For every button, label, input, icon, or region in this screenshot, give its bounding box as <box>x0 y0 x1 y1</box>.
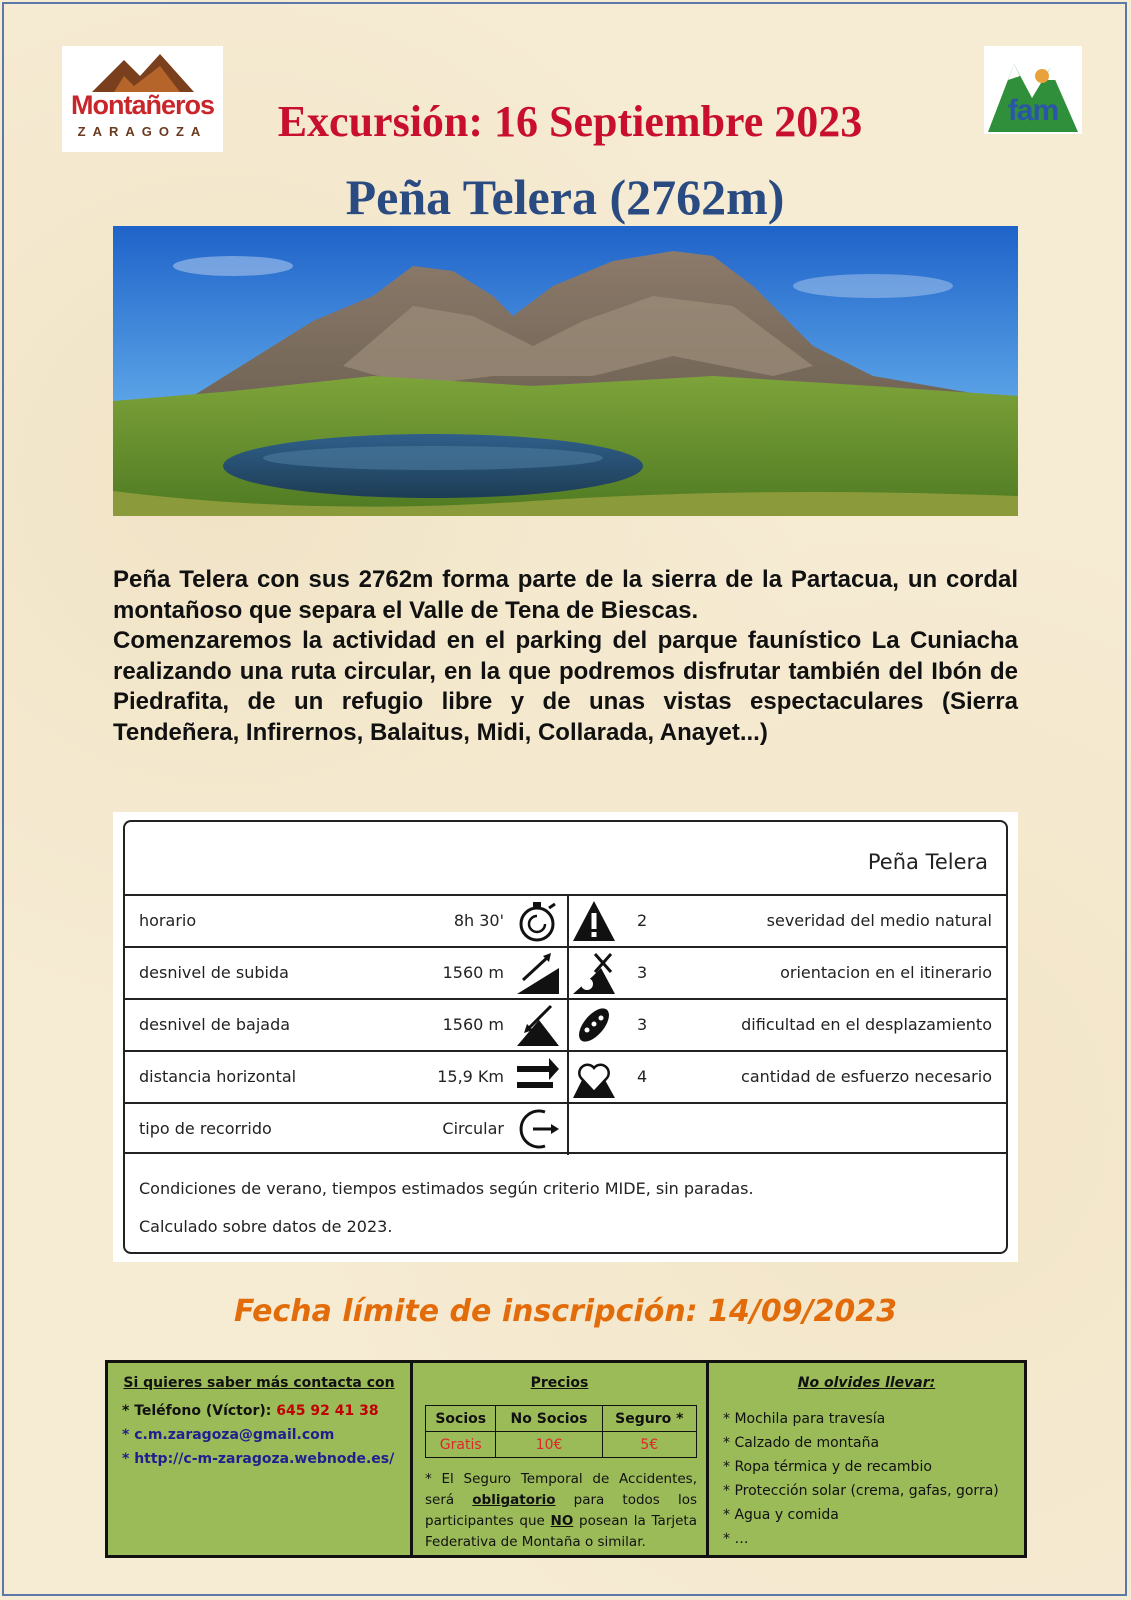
mide-row-value: 1560 m <box>442 963 504 982</box>
fam-logo <box>984 46 1082 134</box>
insurance-note-text: posean la Tarjeta Federativa de Montaña o similar. <box>425 1513 698 1550</box>
mide-divider <box>567 1052 569 1103</box>
price-value: 5€ <box>602 1432 696 1458</box>
contact-email[interactable]: * c.m.zaragoza@gmail.com <box>122 1427 335 1443</box>
mide-row-label: desnivel de bajada <box>139 1015 291 1034</box>
mide-title: Peña Telera <box>867 850 988 874</box>
mide-row-criterion: orientacion en el itinerario <box>780 963 992 982</box>
excursion-date-title: Excursión: 16 Septiembre 2023 <box>277 97 863 146</box>
prices-column <box>413 1363 709 1555</box>
mide-row <box>125 894 1006 947</box>
mide-row-label: desnivel de subida <box>139 963 289 982</box>
bring-list <box>723 1407 999 1551</box>
description-paragraph-1: Peña Telera con sus 2762m forma parte de la sierra de la Partacua, un cordal montañoso que separa el Valle de Tena de Biescas. <box>113 566 1018 624</box>
mide-row-label: horario <box>139 911 197 930</box>
bring-item: * Ropa térmica y de recambio <box>723 1459 932 1475</box>
price-value: Gratis <box>426 1432 496 1458</box>
mide-row <box>125 946 1006 999</box>
mide-row-score: 2 <box>637 911 648 930</box>
mide-row-label: distancia horizontal <box>139 1067 297 1086</box>
price-value: 10€ <box>496 1432 602 1458</box>
mountain-panorama-photo <box>113 226 1018 516</box>
mide-divider <box>567 948 569 999</box>
distance-arrow-icon <box>515 1054 561 1100</box>
mide-divider <box>125 1152 1006 1154</box>
prices-heading: Precios <box>530 1375 589 1391</box>
mide-table <box>123 820 1008 1254</box>
fam-logo-text: fam <box>1007 94 1059 127</box>
mide-row-criterion: dificultad en el desplazamiento <box>741 1015 992 1034</box>
mide-row-value: 1560 m <box>442 1015 504 1034</box>
bring-item: * Calzado de montaña <box>723 1435 880 1451</box>
price-table <box>425 1405 697 1458</box>
mide-note: Condiciones de verano, tiempos estimados según criterio MIDE, sin paradas. <box>139 1179 754 1198</box>
bring-item: * Protección solar (crema, gafas, gorra) <box>723 1483 999 1499</box>
insurance-note-text: * El Seguro Temporal de Accidentes, será <box>425 1471 697 1508</box>
ascent-icon <box>515 950 561 996</box>
registration-deadline: Fecha límite de inscripción: 14/09/2023 <box>233 1294 898 1329</box>
circular-route-icon <box>515 1106 561 1152</box>
insurance-note <box>425 1469 697 1553</box>
insurance-note-text: para todos los participantes que <box>425 1492 697 1529</box>
mide-divider <box>567 896 569 947</box>
mide-row <box>125 1050 1006 1103</box>
mide-notes <box>139 1170 754 1246</box>
warning-triangle-icon <box>571 898 617 944</box>
bring-item: * Agua y comida <box>723 1507 839 1523</box>
route-description <box>113 565 1018 748</box>
bring-column <box>709 1363 1024 1555</box>
mide-note: Calculado sobre datos de 2023. <box>139 1217 393 1236</box>
mide-row-value: 8h 30' <box>453 911 504 930</box>
mide-divider <box>567 1000 569 1051</box>
contact-list <box>122 1399 394 1471</box>
price-header: Seguro * <box>602 1406 696 1432</box>
bring-item: * … <box>723 1531 749 1547</box>
descent-icon <box>515 1002 561 1048</box>
contact-phone <box>122 1399 394 1423</box>
mide-row <box>125 998 1006 1051</box>
peak-title: Peña Telera (2762m) <box>345 169 785 225</box>
footprint-icon <box>571 1002 617 1048</box>
logo-line2: ZARAGOZA <box>77 124 208 139</box>
mide-row-score: 3 <box>637 963 648 982</box>
price-header: No Socios <box>496 1406 602 1432</box>
stopwatch-icon <box>515 898 561 944</box>
orientation-icon <box>571 950 617 996</box>
info-box <box>105 1360 1027 1558</box>
contact-heading: Si quieres saber más contacta con <box>123 1375 395 1391</box>
mide-card <box>113 812 1018 1262</box>
phone-label: * Teléfono (Víctor): <box>122 1403 277 1419</box>
description-paragraph-2: Comenzaremos la actividad en el parking del parque faunístico La Cuniacha realizando una ruta circular, en la que podremos disfrutar también del Ibón de Piedrafita, de un refugio libre y de unas vistas espectaculares (Sierra Tendeñera, Infirernos, Balaitus, Midi, Collarada, Anayet...) <box>113 627 1018 746</box>
mide-row-value: 15,9 Km <box>437 1067 504 1086</box>
mide-row-score: 3 <box>637 1015 648 1034</box>
montaneros-zaragoza-logo <box>62 46 223 152</box>
contact-column <box>108 1363 413 1555</box>
mide-row-criterion: severidad del medio natural <box>766 911 992 930</box>
contact-website[interactable]: * http://c-m-zaragoza.webnode.es/ <box>122 1451 395 1467</box>
mide-row-criterion: cantidad de esfuerzo necesario <box>741 1067 992 1086</box>
insurance-mandatory: obligatorio <box>472 1492 556 1508</box>
bring-heading: No olvides llevar: <box>797 1375 936 1391</box>
mide-row-score: 4 <box>637 1067 648 1086</box>
price-header: Socios <box>426 1406 496 1432</box>
mide-divider <box>567 1104 569 1155</box>
logo-line1: Montañeros <box>70 90 214 120</box>
bring-item: * Mochila para travesía <box>723 1411 886 1427</box>
heart-effort-icon <box>571 1054 617 1100</box>
mide-row <box>125 1102 1006 1155</box>
insurance-no: NO <box>550 1513 574 1529</box>
mide-row-label: tipo de recorrido <box>139 1119 272 1138</box>
phone-number[interactable]: 645 92 41 38 <box>276 1403 379 1419</box>
mide-row-value: Circular <box>442 1119 504 1138</box>
